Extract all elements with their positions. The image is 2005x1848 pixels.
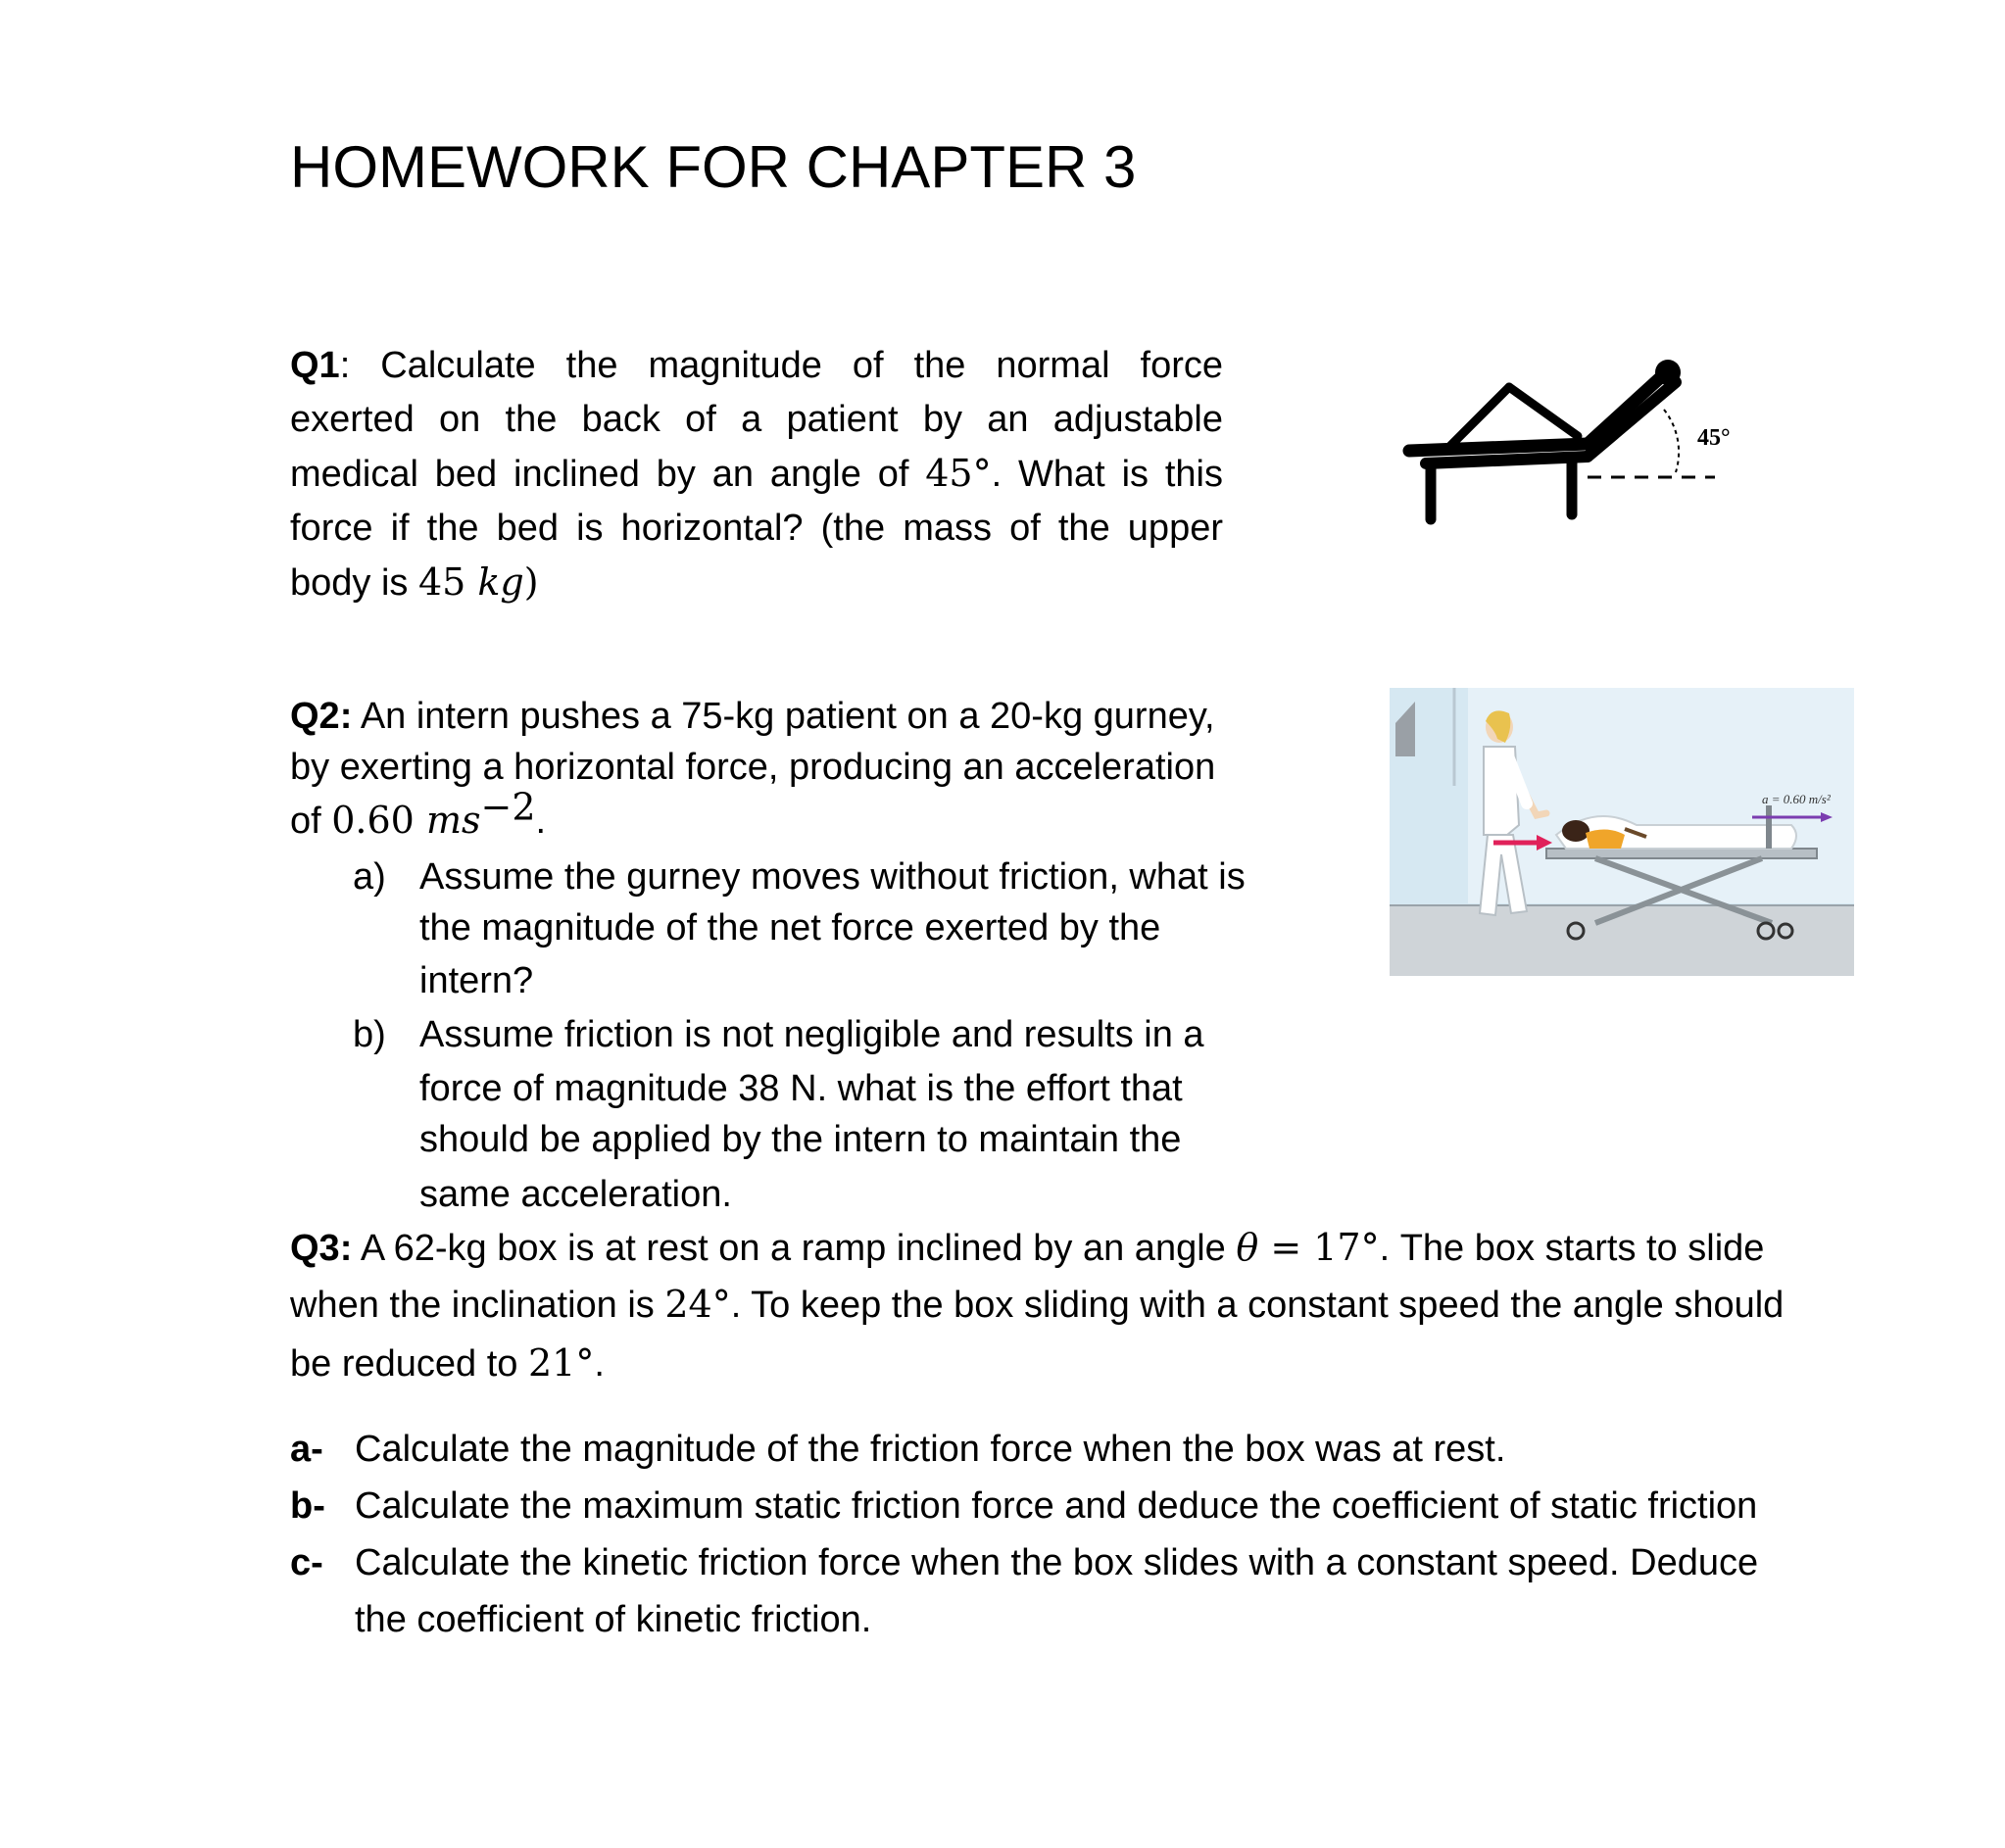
q3-line-3: be reduced to 21°.	[290, 1341, 605, 1385]
q2-b-line-2: force of magnitude 38 N. what is the effort that	[419, 1068, 1183, 1109]
q1-line-1: Q1: Calculate the magnitude of the normal force	[290, 345, 1223, 386]
q2-b-line-4: same acceleration.	[419, 1174, 732, 1215]
page-title: HOMEWORK FOR CHAPTER 3	[290, 134, 1137, 200]
acceleration-label: a = 0.60 m/s²	[1762, 792, 1831, 806]
q3-a-line-1: Calculate the magnitude of the friction force when the box was at rest.	[355, 1429, 1506, 1470]
patient-head	[1655, 360, 1681, 385]
angle-arc	[1664, 410, 1679, 472]
q3-line-2: when the inclination is 24°. To keep the box sliding with a constant speed the angle should	[290, 1283, 1785, 1326]
q2-accel-value: 0.60	[331, 799, 426, 842]
q2-a-line-2: the magnitude of the net force exerted by the	[419, 907, 1161, 948]
q2-a-marker: a)	[353, 856, 386, 898]
q3-c-line-2: the coefficient of kinetic friction.	[355, 1599, 872, 1640]
q3-line-1: Q3: A 62-kg box is at rest on a ramp inclined by an angle θ = 17°. The box starts to slide	[290, 1226, 1765, 1269]
q2-b-line-1: Assume friction is not negligible and results in a	[419, 1014, 1204, 1055]
q3-label: Q3:	[290, 1228, 353, 1269]
bed-frame	[1409, 374, 1676, 519]
inclined-bed-figure	[1392, 353, 1764, 539]
q2-b-line-3: should be applied by the intern to maintain the	[419, 1119, 1182, 1160]
bed-angle-label: 45°	[1697, 425, 1731, 451]
q2-b-marker: b)	[353, 1014, 386, 1055]
q1-line-5: body is 45 kg)	[290, 560, 539, 604]
q1-line-3: medical bed inclined by an angle of 45°. What is this	[290, 452, 1223, 495]
q1-mass-value: 45	[417, 560, 478, 604]
q2-a-line-1: Assume the gurney moves without friction, what is	[419, 856, 1246, 898]
q2-a-line-3: intern?	[419, 960, 534, 1001]
q3-b-marker: b-	[290, 1485, 325, 1527]
q3-c-marker: c-	[290, 1542, 323, 1583]
q3-angle-slide: 24°	[664, 1283, 731, 1326]
q3-theta: θ	[1236, 1226, 1259, 1269]
q2-label: Q2:	[290, 696, 353, 737]
q3-angle-constant: 21°	[527, 1341, 595, 1385]
q3-angle-rest: 17°	[1313, 1226, 1380, 1269]
q2-line-2: by exerting a horizontal force, producing an acceleration	[290, 747, 1216, 788]
floor	[1390, 905, 1854, 976]
q3-a-marker: a-	[290, 1429, 323, 1470]
q2-accel-exp: −2	[480, 785, 536, 829]
q1-line-4: force if the bed is horizontal? (the mass of the upper	[290, 508, 1223, 549]
q2-line-1: Q2: An intern pushes a 75-kg patient on a 20-kg gurney,	[290, 696, 1215, 737]
q1-angle: 45°	[925, 452, 992, 495]
q1-mass-unit: kg	[477, 560, 524, 604]
q3-b-line-1: Calculate the maximum static friction force and deduce the coefficient of static friction	[355, 1485, 1758, 1527]
q1-line-2: exerted on the back of a patient by an adjustable	[290, 399, 1223, 440]
gurney-figure	[1390, 688, 1854, 976]
q2-line-3: of 0.60 $ms^{-2}$.	[290, 785, 547, 842]
question-1	[290, 339, 1223, 610]
q2-accel-unit: ms	[425, 799, 481, 842]
q3-c-line-1: Calculate the kinetic friction force when the box slides with a constant speed. Deduce	[355, 1542, 1759, 1583]
q1-label: Q1	[290, 345, 340, 386]
